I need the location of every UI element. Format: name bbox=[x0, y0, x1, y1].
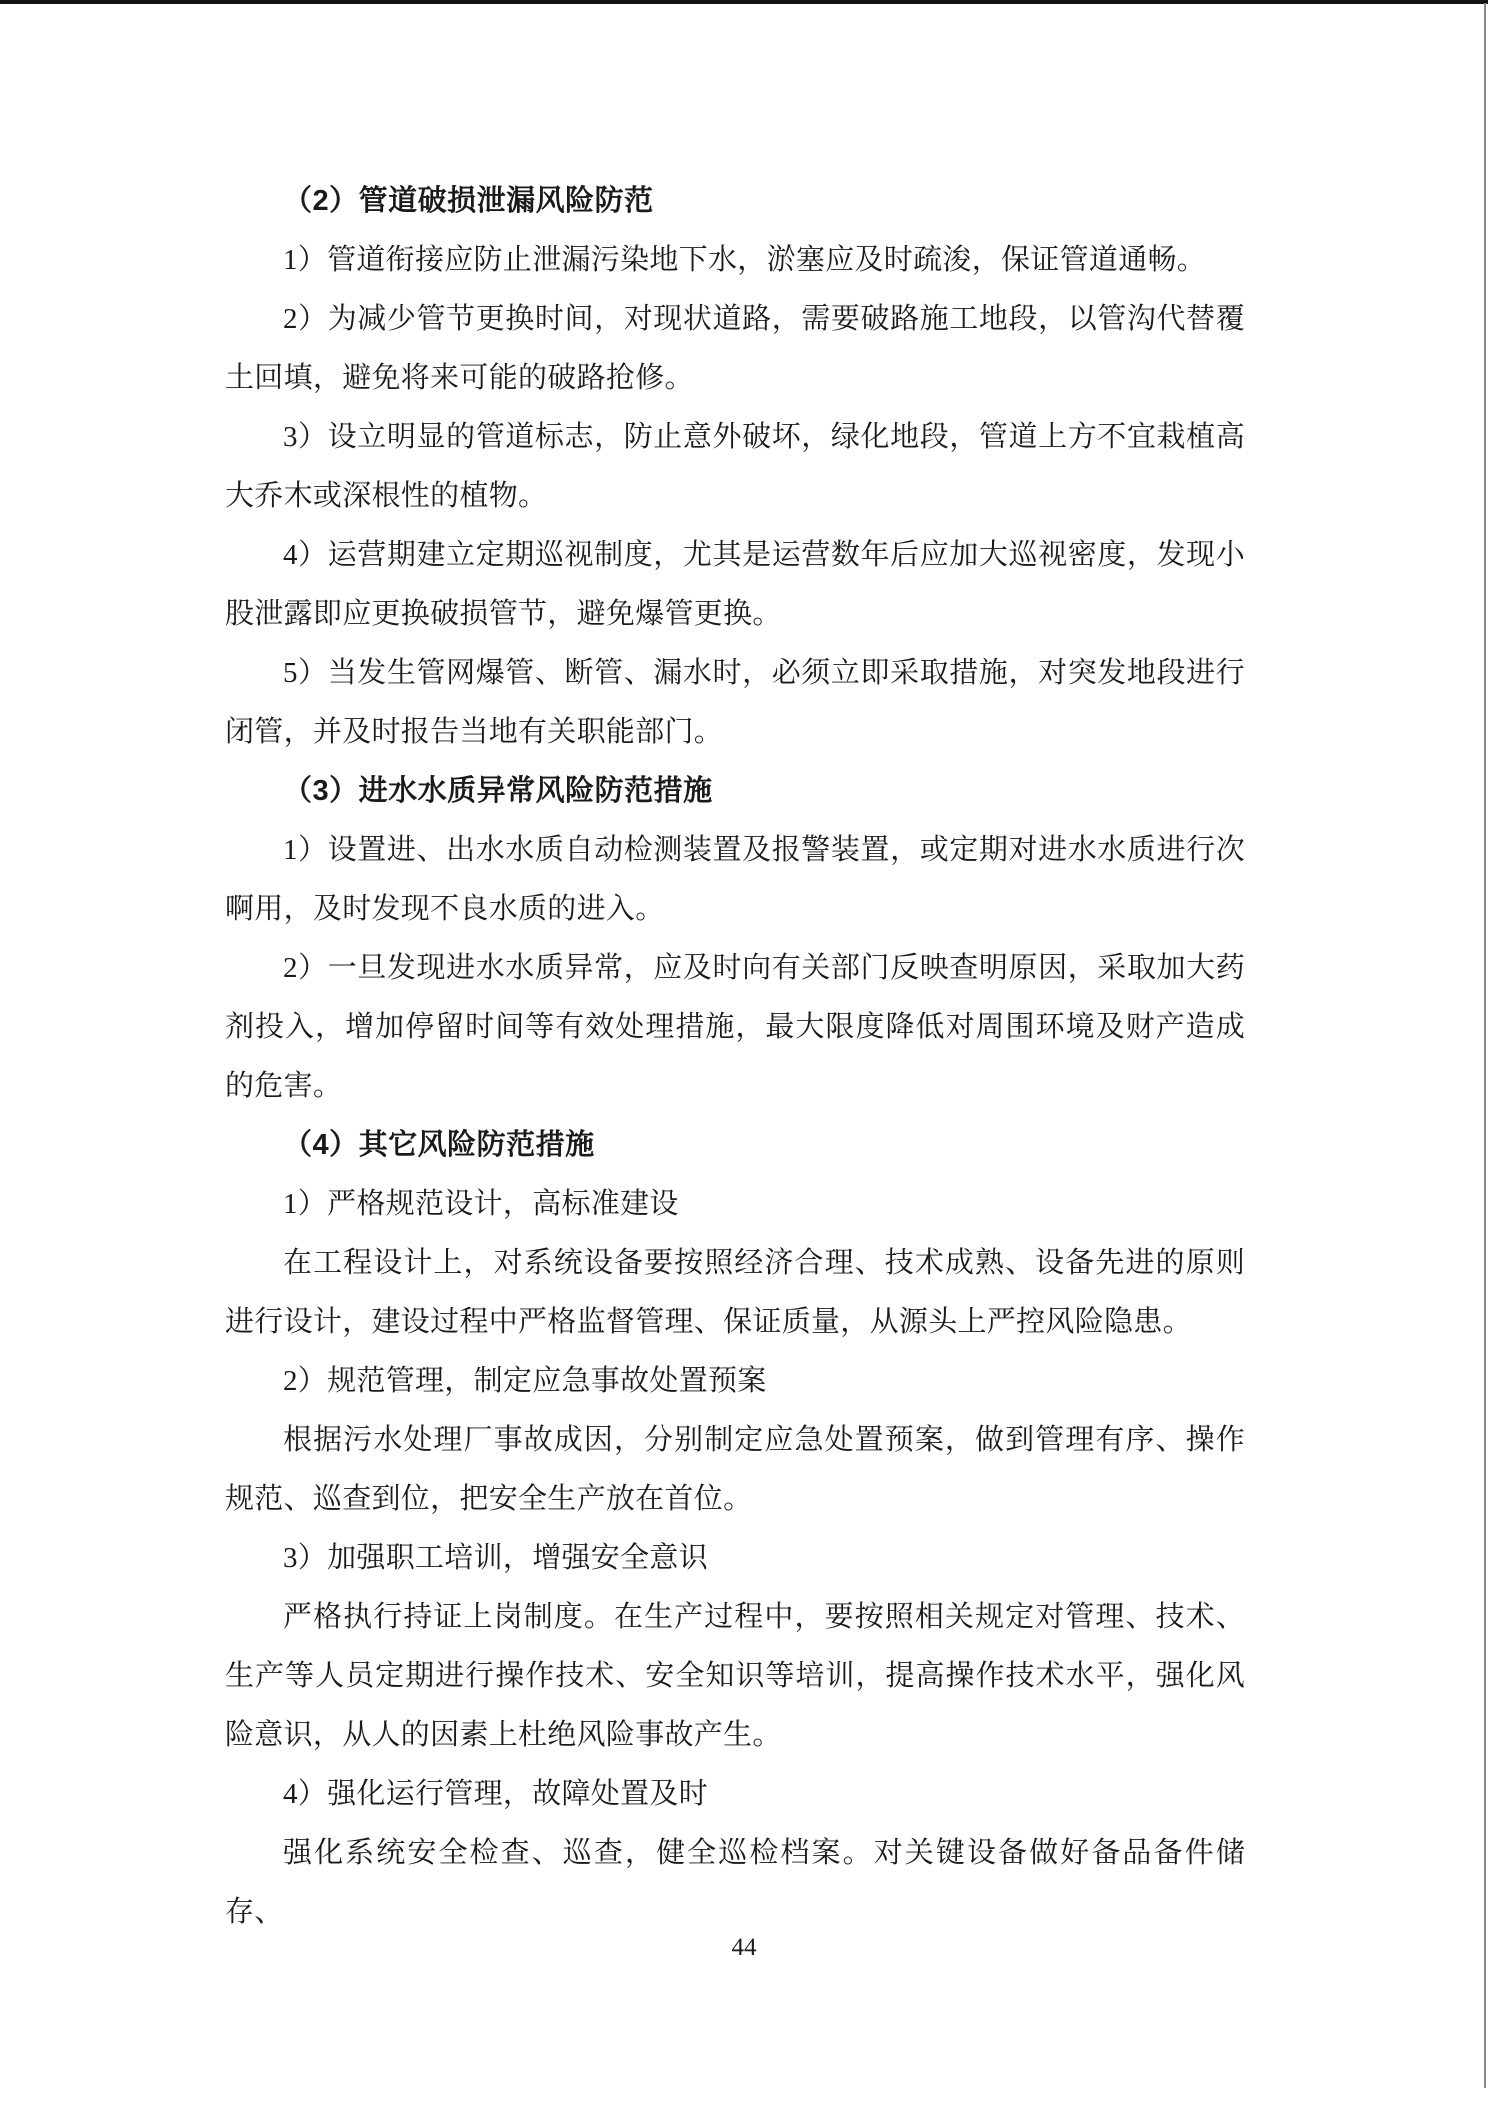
paragraph: 4）强化运行管理，故障处置及时 bbox=[283, 1778, 709, 1810]
paragraph: 根据污水处理厂事故成因，分别制定应急处置预案，做到管理有序、操作规范、巡查到位，把安全生产放在首位。 bbox=[225, 1424, 1245, 1515]
paragraph: 3）加强职工培训，增强安全意识 bbox=[283, 1542, 709, 1574]
page-top-border bbox=[0, 0, 1488, 4]
paragraph: 1）严格规范设计，高标准建设 bbox=[283, 1188, 679, 1220]
page-number: 44 bbox=[731, 1934, 757, 1961]
paragraph: 4）运营期建立定期巡视制度，尤其是运营数年后应加大巡视密度，发现小股泄露即应更换破损管节，避免爆管更换。 bbox=[225, 539, 1245, 630]
paragraph: 2）为减少管节更换时间，对现状道路，需要破路施工地段，以管沟代替覆土回填，避免将来可能的破路抢修。 bbox=[225, 303, 1245, 394]
paragraph: 严格执行持证上岗制度。在生产过程中，要按照相关规定对管理、技术、生产等人员定期进行操作技术、安全知识等培训，提高操作技术水平，强化风险意识，从人的因素上杜绝风险事故产生。 bbox=[225, 1601, 1245, 1751]
paragraph: 在工程设计上，对系统设备要按照经济合理、技术成熟、设备先进的原则进行设计，建设过程中严格监督管理、保证质量，从源头上严控风险隐患。 bbox=[225, 1247, 1245, 1338]
page-right-border bbox=[1484, 3, 1486, 2088]
paragraph: 强化系统安全检查、巡查，健全巡检档案。对关键设备做好备品备件储存、 bbox=[225, 1837, 1245, 1928]
page-content bbox=[225, 172, 1245, 1942]
section-heading-3: （3）进水水质异常风险防范措施 bbox=[283, 775, 713, 807]
section-heading-2: （2）管道破损泄漏风险防范 bbox=[283, 185, 654, 217]
paragraph: 2）规范管理，制定应急事故处置预案 bbox=[283, 1365, 767, 1397]
paragraph: 1）设置进、出水水质自动检测装置及报警装置，或定期对进水水质进行次啊用，及时发现不良水质的进入。 bbox=[225, 834, 1245, 925]
paragraph: 5）当发生管网爆管、断管、漏水时，必须立即采取措施，对突发地段进行闭管，并及时报告当地有关职能部门。 bbox=[225, 657, 1245, 748]
paragraph: 1）管道衔接应防止泄漏污染地下水，淤塞应及时疏浚，保证管道通畅。 bbox=[283, 244, 1207, 276]
paragraph: 2）一旦发现进水水质异常，应及时向有关部门反映查明原因，采取加大药剂投入，增加停留时间等有效处理措施，最大限度降低对周围环境及财产造成的危害。 bbox=[225, 952, 1245, 1102]
paragraph: 3）设立明显的管道标志，防止意外破坏，绿化地段，管道上方不宜栽植高大乔木或深根性的植物。 bbox=[225, 421, 1245, 512]
section-heading-4: （4）其它风险防范措施 bbox=[283, 1129, 595, 1161]
